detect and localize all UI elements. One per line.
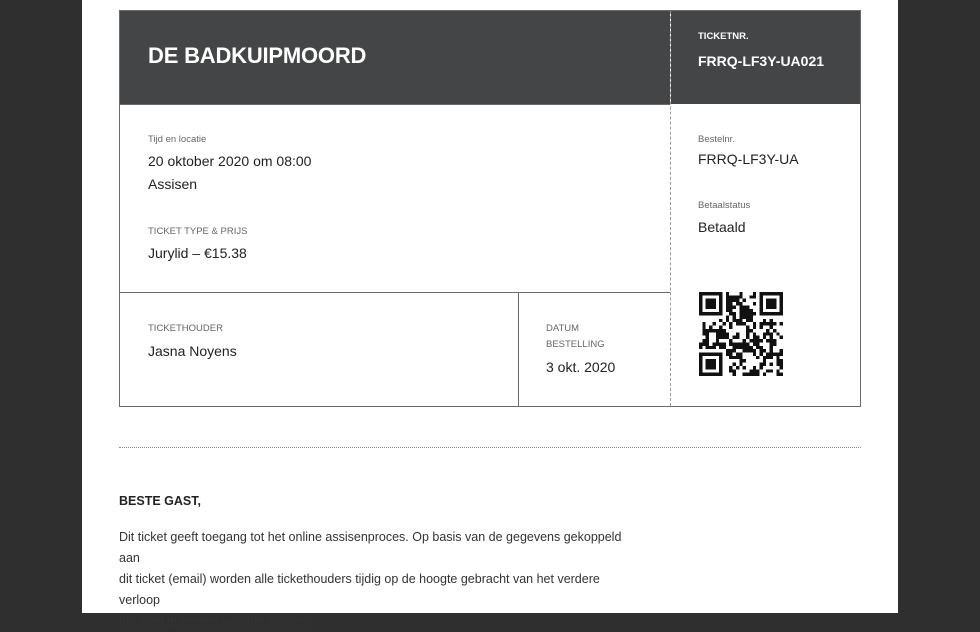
divider [518,292,519,406]
time-location-label: Tijd en locatie [148,134,207,145]
message-line: dit ticket (email) worden alle tickethouders tijdig op de hoogte gebracht van het verdere verloop [119,572,600,607]
order-date-label-2: BESTELLING [546,339,605,350]
payment-status: Betaald [698,219,746,235]
ticket-number: FRRQ-LF3Y-UA021 [698,53,825,69]
ticket-number-label: TICKETNR. [698,31,749,42]
message-body [119,527,639,632]
ticket-card [119,10,861,407]
order-date-label: DATUM [546,323,580,334]
event-title: DE BADKUIPMOORD [148,43,367,68]
divider [120,104,670,105]
holder-name: Jasna Noyens [148,343,237,359]
order-number-label: Bestelnr. [698,134,735,145]
order-date: 3 okt. 2020 [546,359,616,375]
divider [120,292,670,293]
payment-status-label: Betaalstatus [698,200,751,211]
perforation-line [670,11,671,406]
holder-label: TICKETHOUDER [148,323,223,334]
type-price: Jurylid – €15.38 [148,245,247,261]
greeting: BESTE GAST, [119,494,201,508]
event-location: Assisen [148,176,198,192]
ticket-number-header [671,11,860,104]
dotted-separator [119,447,861,448]
document-page [82,0,898,628]
type-price-label: TICKET TYPE & PRIJS [148,226,248,237]
ticket-header [120,11,670,104]
order-number: FRRQ-LF3Y-UA [698,151,799,167]
message-line: Dit ticket geeft toegang tot het online assisenproces. Op basis van de gegevens gekoppeld aan [119,530,622,565]
message-line: om deel te nemen aan het proces. [119,614,309,628]
qr-code-icon [699,292,783,376]
event-datetime: 20 oktober 2020 om 08:00 [148,153,312,169]
